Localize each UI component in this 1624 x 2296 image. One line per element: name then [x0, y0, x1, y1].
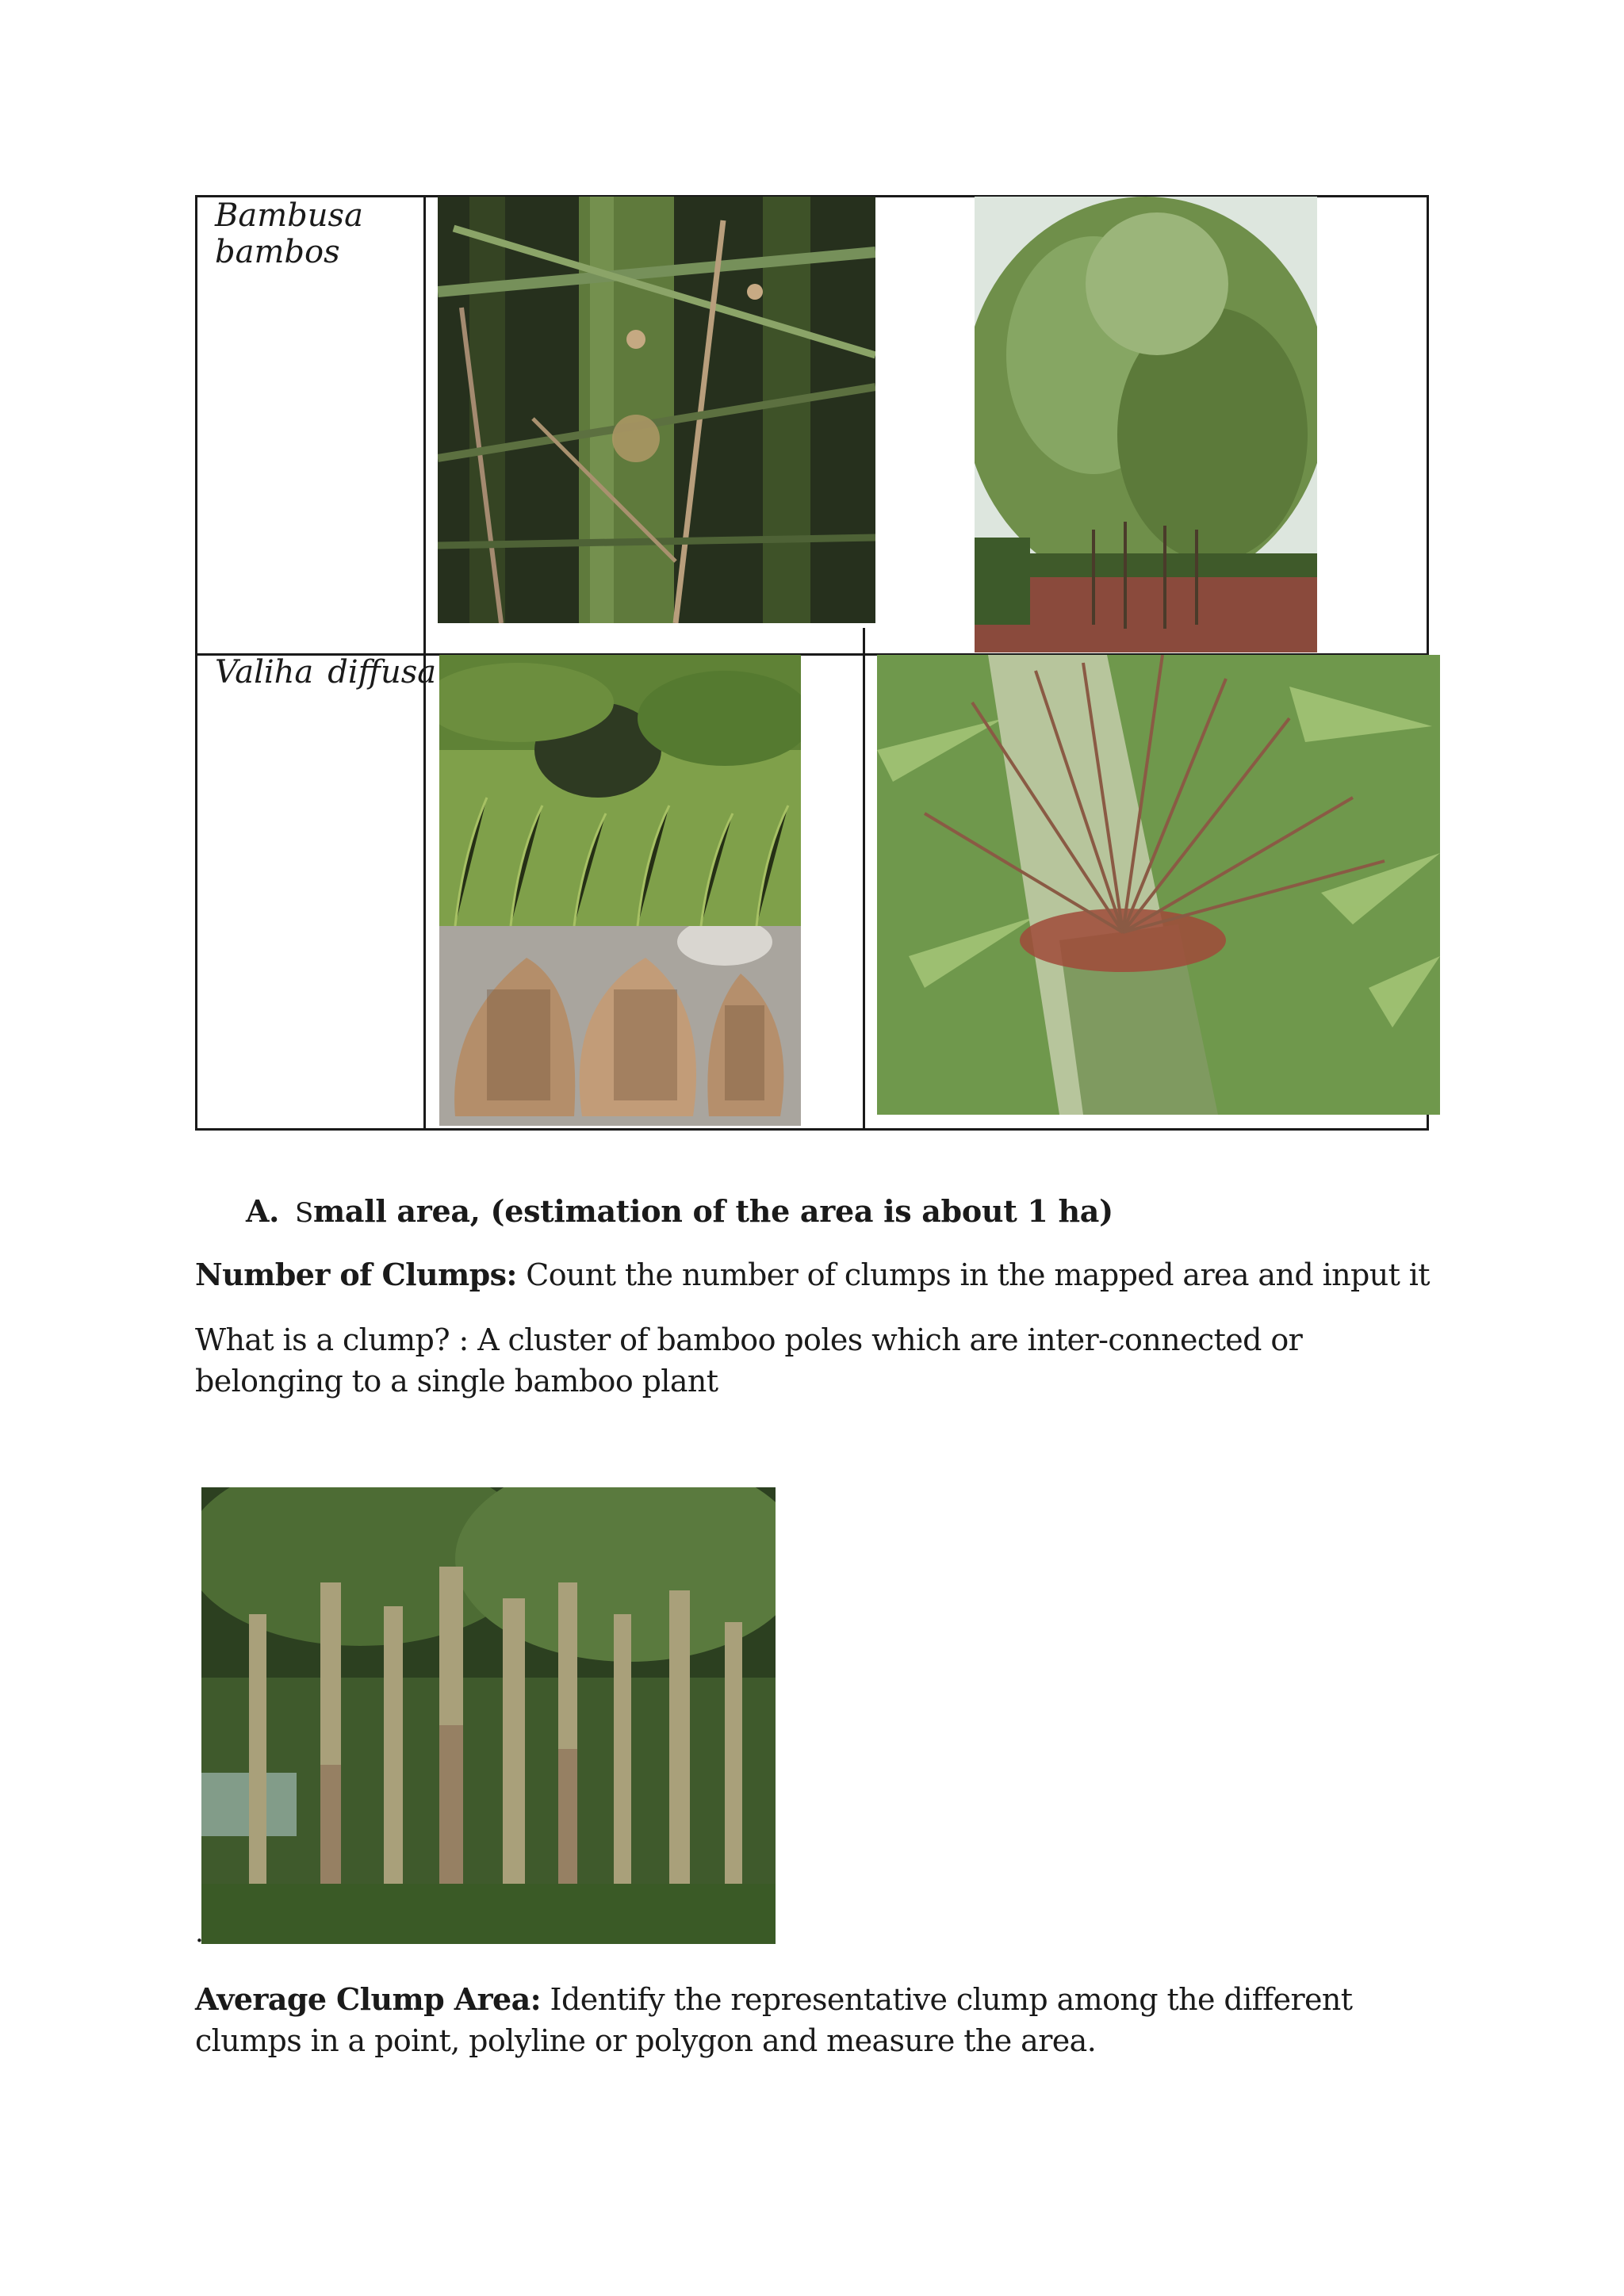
hillside-bamboo-photo [439, 655, 801, 926]
species-name-valiha-diffusa: Valiha diffusa [215, 654, 437, 691]
stray-period: . [195, 1917, 204, 1949]
section-heading [246, 1193, 1113, 1229]
heading-text: mall area, (estimation of the area is about 1 ha) [313, 1193, 1113, 1229]
average-clump-area-label: Average Clump Area: [195, 1981, 542, 2017]
average-clump-area-text: Identify the representative clump among the different clumps in a point, polyline or polygon and measure the area. [195, 1982, 1353, 2058]
clump-tree-photo [975, 197, 1317, 652]
table-column-divider [863, 628, 865, 1128]
average-clump-area-paragraph [195, 1979, 1432, 2061]
section-marker: A. [246, 1193, 280, 1229]
species-name-bambusa-bambos: Bambusa bambos [215, 197, 363, 270]
number-of-clumps-label: Number of Clumps: [195, 1257, 517, 1292]
heading-first-letter: S [295, 1197, 313, 1229]
what-is-clump-text: What is a clump? : A cluster of bamboo poles which are inter-connected or belonging to a single bamboo plant [195, 1322, 1303, 1399]
bamboo-grove-photo [201, 1487, 776, 1944]
number-of-clumps-text: Count the number of clumps in the mapped area and input it [516, 1257, 1430, 1292]
culm-sheaths-photo [439, 926, 801, 1126]
node-branches-photo [877, 655, 1440, 1115]
what-is-clump-paragraph [195, 1319, 1432, 1402]
number-of-clumps-paragraph [195, 1254, 1432, 1295]
culm-thorny-branches-photo [438, 197, 875, 623]
